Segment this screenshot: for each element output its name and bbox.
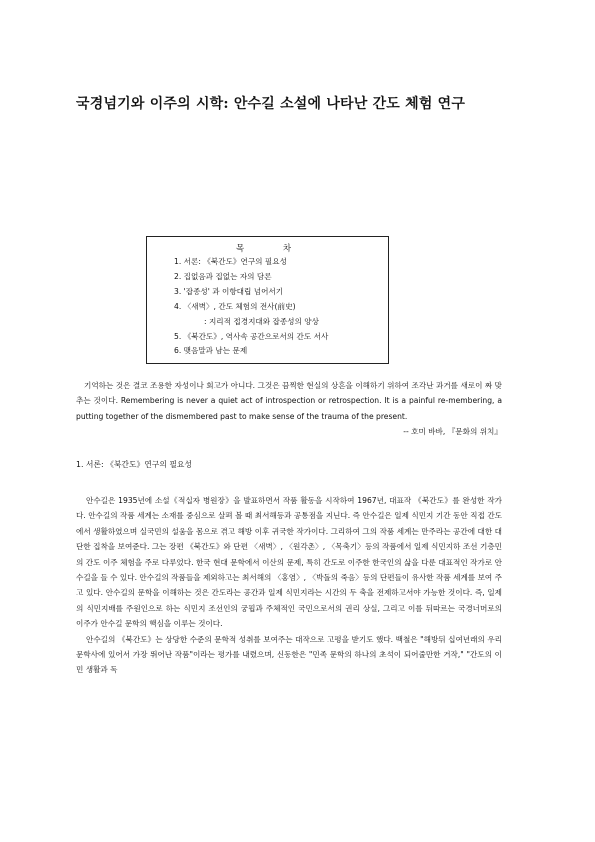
toc-item: 5. 《북간도》, 역사속 공간으로서의 간도 서사 (174, 331, 329, 341)
body-text (76, 493, 502, 678)
toc-header: 목 차 (235, 244, 310, 254)
toc-list (147, 255, 388, 359)
section-heading: 1. 서론: 《북간도》연구의 필요성 (76, 460, 192, 469)
epigraph-source: -- 호미 바바, 『문화의 위치』 (403, 427, 502, 437)
paper-title: 국경넘기와 이주의 시학: 안수길 소설에 나타난 간도 체험 연구 (76, 96, 466, 112)
epigraph-text: 기억하는 것은 결코 조용한 자성이나 회고가 아니다. 그것은 끔찍한 현실의 상흔을 이해하기 위하여 조각난 과거를 새로이 짜 맞추는 것이다. Remembering is never a quiet act of introspection or retrospection. It is a painful re-membering, a putting together of the dismembered past to make sense of the trauma of the present. (76, 381, 502, 421)
toc-item: 2. 집없음과 집없는 자의 담론 (174, 271, 272, 281)
toc-item: : 지리적 접경지대와 잡종성의 양상 (204, 316, 319, 326)
toc-item: 6. 맺음말과 남는 문제 (174, 346, 248, 356)
paragraph: 안수길의 《북간도》는 상당한 수준의 문학적 성취를 보여주는 대작으로 고평을 받기도 했다. 백철은 "해방뒤 십여년래의 우리 문학사에 있어서 가장 뛰어난 작품"이라는 평가를 내렸으며, 신동한은 "민족 문학의 하나의 초석이 되어줄만한 거작," "간도의 이민 생활과 독 (76, 634, 502, 675)
epigraph (76, 378, 502, 440)
table-of-contents (146, 236, 389, 364)
toc-item: 1. 서론: 《북간도》연구의 필요성 (174, 257, 287, 266)
toc-item: 4. 〈새벽〉, 간도 체험의 전사(前史) (174, 301, 296, 311)
paragraph: 안수길은 1935년에 소설《적십자 병원장》을 발표하면서 작품 활동을 시작하여 1967년, 대표작 《북간도》를 완성한 작가다. 안수길의 작품 세계는 소재를 중심으로 살펴 볼 때 최서해등과 공통점을 지닌다. 즉 안수길은 일제 식민지 기간 동안 직접 간도에서 생활하였으며 실국민의 설움을 몸으로 겪고 해방 이후 귀국한 작가이다. 그리하여 그의 작품 세계는 만주라는 공간에 대한 대단한 집착을 보여준다. 그는 장편 《북간도》와 단편 〈새벽〉, 〈원각촌〉, 〈목축기〉등의 작품에서 일제 식민지하 조선 기층민의 간도 이주 체험을 주로 다루었다. 한국 현대 문학에서 이산의 문제, 특히 간도로 이주한 한국인의 삶을 다룬 대표적인 작가로 안수길을 들 수 있다. 안수길의 작품들을 제외하고는 최서해의 〈홍염〉, 〈박돌의 죽음〉등의 단편들이 유사한 작품 세계를 보여 주고 있다. 안수길의 문학을 이해하는 것은 간도라는 공간과 일제 식민지라는 시간의 두 축을 전제하고서야 가능한 것이다. 즉, 일제의 식민지배를 주원인으로 하는 식민지 조선인의 궁핍과 주체적인 국민으로서의 권리 상실, 그리고 이를 뒤따르는 국경너머로의 이주가 안수길 문학의 핵심을 이루는 것이다. (76, 496, 502, 629)
toc-item: 3. '잡종성' 과 이항대립 넘어서기 (174, 286, 284, 296)
